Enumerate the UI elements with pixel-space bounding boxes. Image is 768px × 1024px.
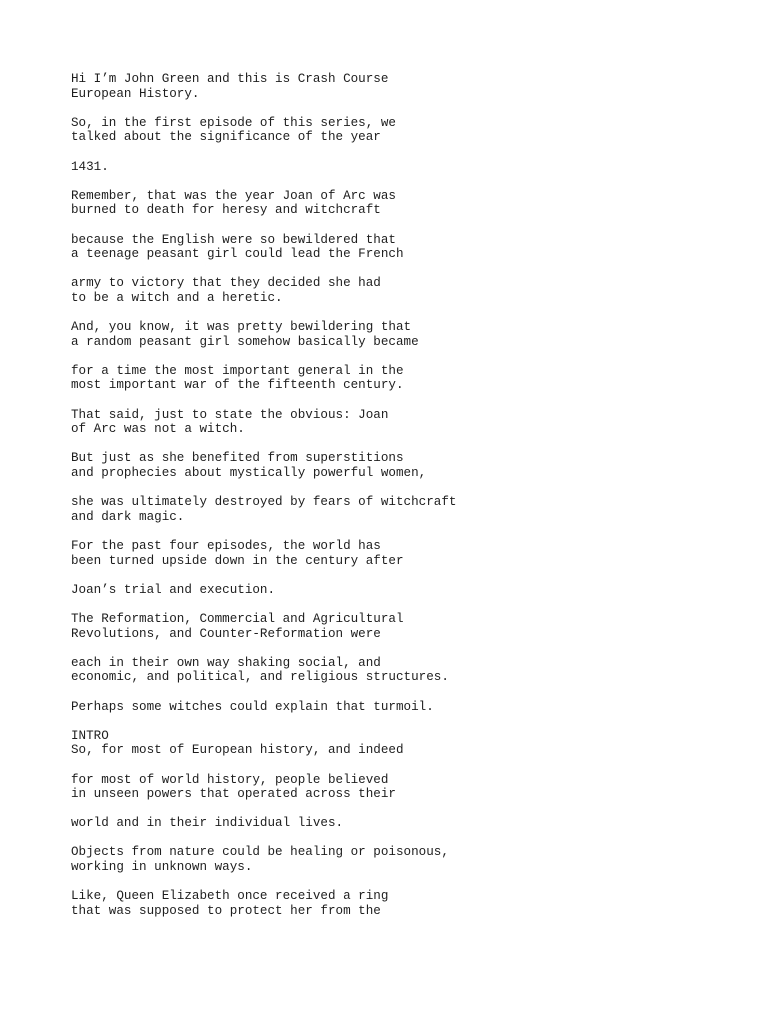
transcript-line: for a time the most important general in the bbox=[71, 363, 404, 378]
transcript-body bbox=[71, 72, 711, 933]
transcript-line: world and in their individual lives. bbox=[71, 816, 344, 831]
transcript-line: of Arc was not a witch. bbox=[71, 422, 245, 437]
transcript-line: each in their own way shaking social, and bbox=[71, 655, 381, 670]
transcript-paragraph bbox=[71, 539, 711, 568]
transcript-line: in unseen powers that operated across their bbox=[71, 787, 396, 802]
transcript-paragraph bbox=[71, 495, 711, 524]
transcript-paragraph bbox=[71, 320, 711, 349]
transcript-paragraph bbox=[71, 773, 711, 802]
transcript-line: talked about the significance of the year bbox=[71, 130, 381, 145]
transcript-line: Hi I’m John Green and this is Crash Course bbox=[71, 72, 389, 86]
transcript-paragraph bbox=[71, 845, 711, 874]
transcript-line: burned to death for heresy and witchcraft bbox=[71, 203, 381, 218]
transcript-line: So, in the first episode of this series, we bbox=[71, 115, 396, 130]
transcript-line: And, you know, it was pretty bewildering that bbox=[71, 320, 412, 335]
transcript-line: That said, just to state the obvious: Joan bbox=[71, 407, 389, 422]
transcript-line: The Reformation, Commercial and Agricultural bbox=[71, 611, 404, 626]
transcript-paragraph bbox=[71, 72, 711, 101]
transcript-paragraph bbox=[71, 816, 711, 831]
transcript-paragraph bbox=[71, 889, 711, 918]
transcript-line: army to victory that they decided she had bbox=[71, 276, 381, 291]
transcript-line: because the English were so bewildered that bbox=[71, 232, 396, 247]
transcript-line: for most of world history, people believed bbox=[71, 772, 389, 787]
transcript-paragraph bbox=[71, 583, 711, 598]
transcript-paragraph bbox=[71, 233, 711, 262]
transcript-line: working in unknown ways. bbox=[71, 860, 253, 875]
transcript-line: most important war of the fifteenth century. bbox=[71, 378, 404, 393]
transcript-line: that was supposed to protect her from the bbox=[71, 903, 381, 918]
transcript-paragraph bbox=[71, 189, 711, 218]
transcript-line: Perhaps some witches could explain that turmoil. bbox=[71, 699, 434, 714]
transcript-paragraph bbox=[71, 729, 711, 758]
transcript-paragraph bbox=[71, 612, 711, 641]
transcript-line: For the past four episodes, the world has bbox=[71, 539, 381, 553]
transcript-line: been turned upside down in the century after bbox=[71, 553, 404, 568]
transcript-line: European History. bbox=[71, 86, 200, 101]
transcript-line: a teenage peasant girl could lead the French bbox=[71, 247, 404, 262]
transcript-line: But just as she benefited from superstitions bbox=[71, 451, 404, 466]
transcript-line: Objects from nature could be healing or poisonous, bbox=[71, 845, 449, 860]
transcript-line: and prophecies about mystically powerful women, bbox=[71, 466, 427, 481]
transcript-line: Revolutions, and Counter-Reformation were bbox=[71, 626, 381, 641]
transcript-line: 1431. bbox=[71, 159, 109, 174]
transcript-line: a random peasant girl somehow basically became bbox=[71, 334, 419, 349]
transcript-paragraph bbox=[71, 116, 711, 145]
transcript-paragraph bbox=[71, 656, 711, 685]
transcript-paragraph bbox=[71, 160, 711, 175]
transcript-line: Remember, that was the year Joan of Arc was bbox=[71, 188, 396, 203]
transcript-paragraph bbox=[71, 364, 711, 393]
transcript-line: and dark magic. bbox=[71, 509, 185, 524]
transcript-paragraph bbox=[71, 276, 711, 305]
transcript-line: Like, Queen Elizabeth once received a ring bbox=[71, 889, 389, 904]
transcript-line: INTRO bbox=[71, 728, 109, 743]
transcript-paragraph bbox=[71, 408, 711, 437]
transcript-line: Joan’s trial and execution. bbox=[71, 582, 276, 597]
transcript-line: economic, and political, and religious structures. bbox=[71, 670, 449, 685]
transcript-line: So, for most of European history, and indeed bbox=[71, 743, 404, 758]
transcript-line: to be a witch and a heretic. bbox=[71, 290, 283, 305]
transcript-line: she was ultimately destroyed by fears of witchcraft bbox=[71, 495, 457, 510]
transcript-paragraph bbox=[71, 451, 711, 480]
transcript-paragraph bbox=[71, 700, 711, 715]
